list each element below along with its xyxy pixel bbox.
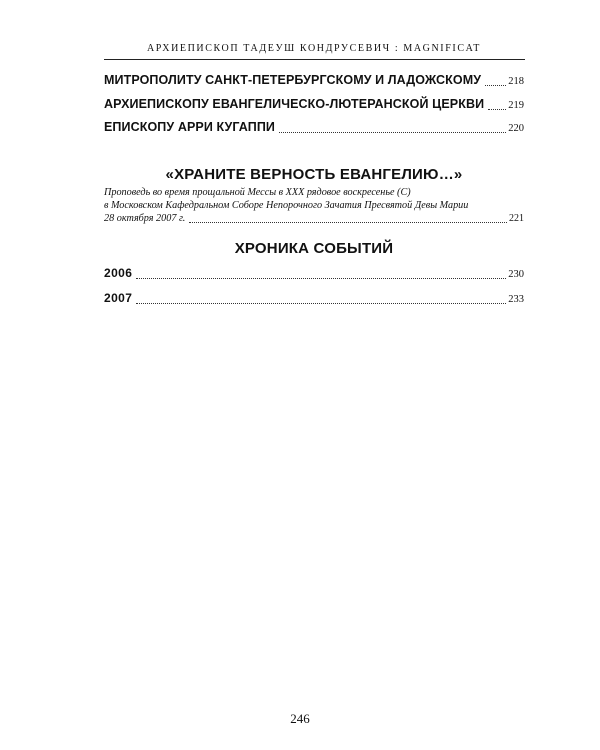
- dot-leader: [136, 302, 506, 304]
- chronicle-entry: [104, 291, 524, 307]
- chronicle-year: 2007: [104, 291, 133, 305]
- toc-entry-page: 219: [508, 100, 524, 111]
- sermon-description: [104, 186, 524, 225]
- dot-leader: [189, 221, 507, 223]
- dot-leader: [485, 84, 506, 86]
- sermon-section-title: «ХРАНИТЕ ВЕРНОСТЬ ЕВАНГЕЛИЮ…»: [165, 166, 463, 183]
- dot-leader: [488, 108, 506, 110]
- dot-leader: [279, 131, 506, 133]
- chronicle-section-title: ХРОНИКА СОБЫТИЙ: [234, 240, 394, 257]
- sermon-line: 28 октября 2007 г.: [104, 213, 186, 224]
- dot-leader: [136, 277, 506, 279]
- sermon-line: в Московском Кафедральном Соборе Непорочного Зачатия Пресвятой Девы Марии: [104, 200, 469, 211]
- chronicle-entry: [104, 266, 524, 282]
- toc-entry-page: 218: [508, 76, 524, 87]
- chronicle-page: 233: [508, 294, 524, 305]
- toc-entry: [104, 120, 524, 136]
- toc-entry-title: АРХИЕПИСКОПУ ЕВАНГЕЛИЧЕСКО-ЛЮТЕРАНСКОЙ ЦЕРКВИ: [104, 97, 485, 111]
- toc-entry-title: ЕПИСКОПУ АРРИ КУГАППИ: [104, 120, 276, 134]
- running-head: АРХИЕПИСКОП ТАДЕУШ КОНДРУСЕВИЧ : MAGNIFICAT: [146, 43, 482, 54]
- chronicle-page: 230: [508, 269, 524, 280]
- sermon-line: Проповедь во время прощальной Мессы в XXX рядовое воскресенье (С): [104, 187, 411, 198]
- running-head-rule: [104, 59, 525, 60]
- sermon-line-last: [104, 212, 524, 225]
- toc-entry-page: 220: [508, 123, 524, 134]
- page-number: 246: [290, 711, 310, 726]
- sermon-page: 221: [509, 213, 524, 224]
- toc-entry: [104, 73, 524, 89]
- toc-entry-title: МИТРОПОЛИТУ САНКТ-ПЕТЕРБУРГСКОМУ И ЛАДОЖСКОМУ: [104, 73, 482, 87]
- chronicle-year: 2006: [104, 266, 133, 280]
- toc-entry: [104, 97, 524, 113]
